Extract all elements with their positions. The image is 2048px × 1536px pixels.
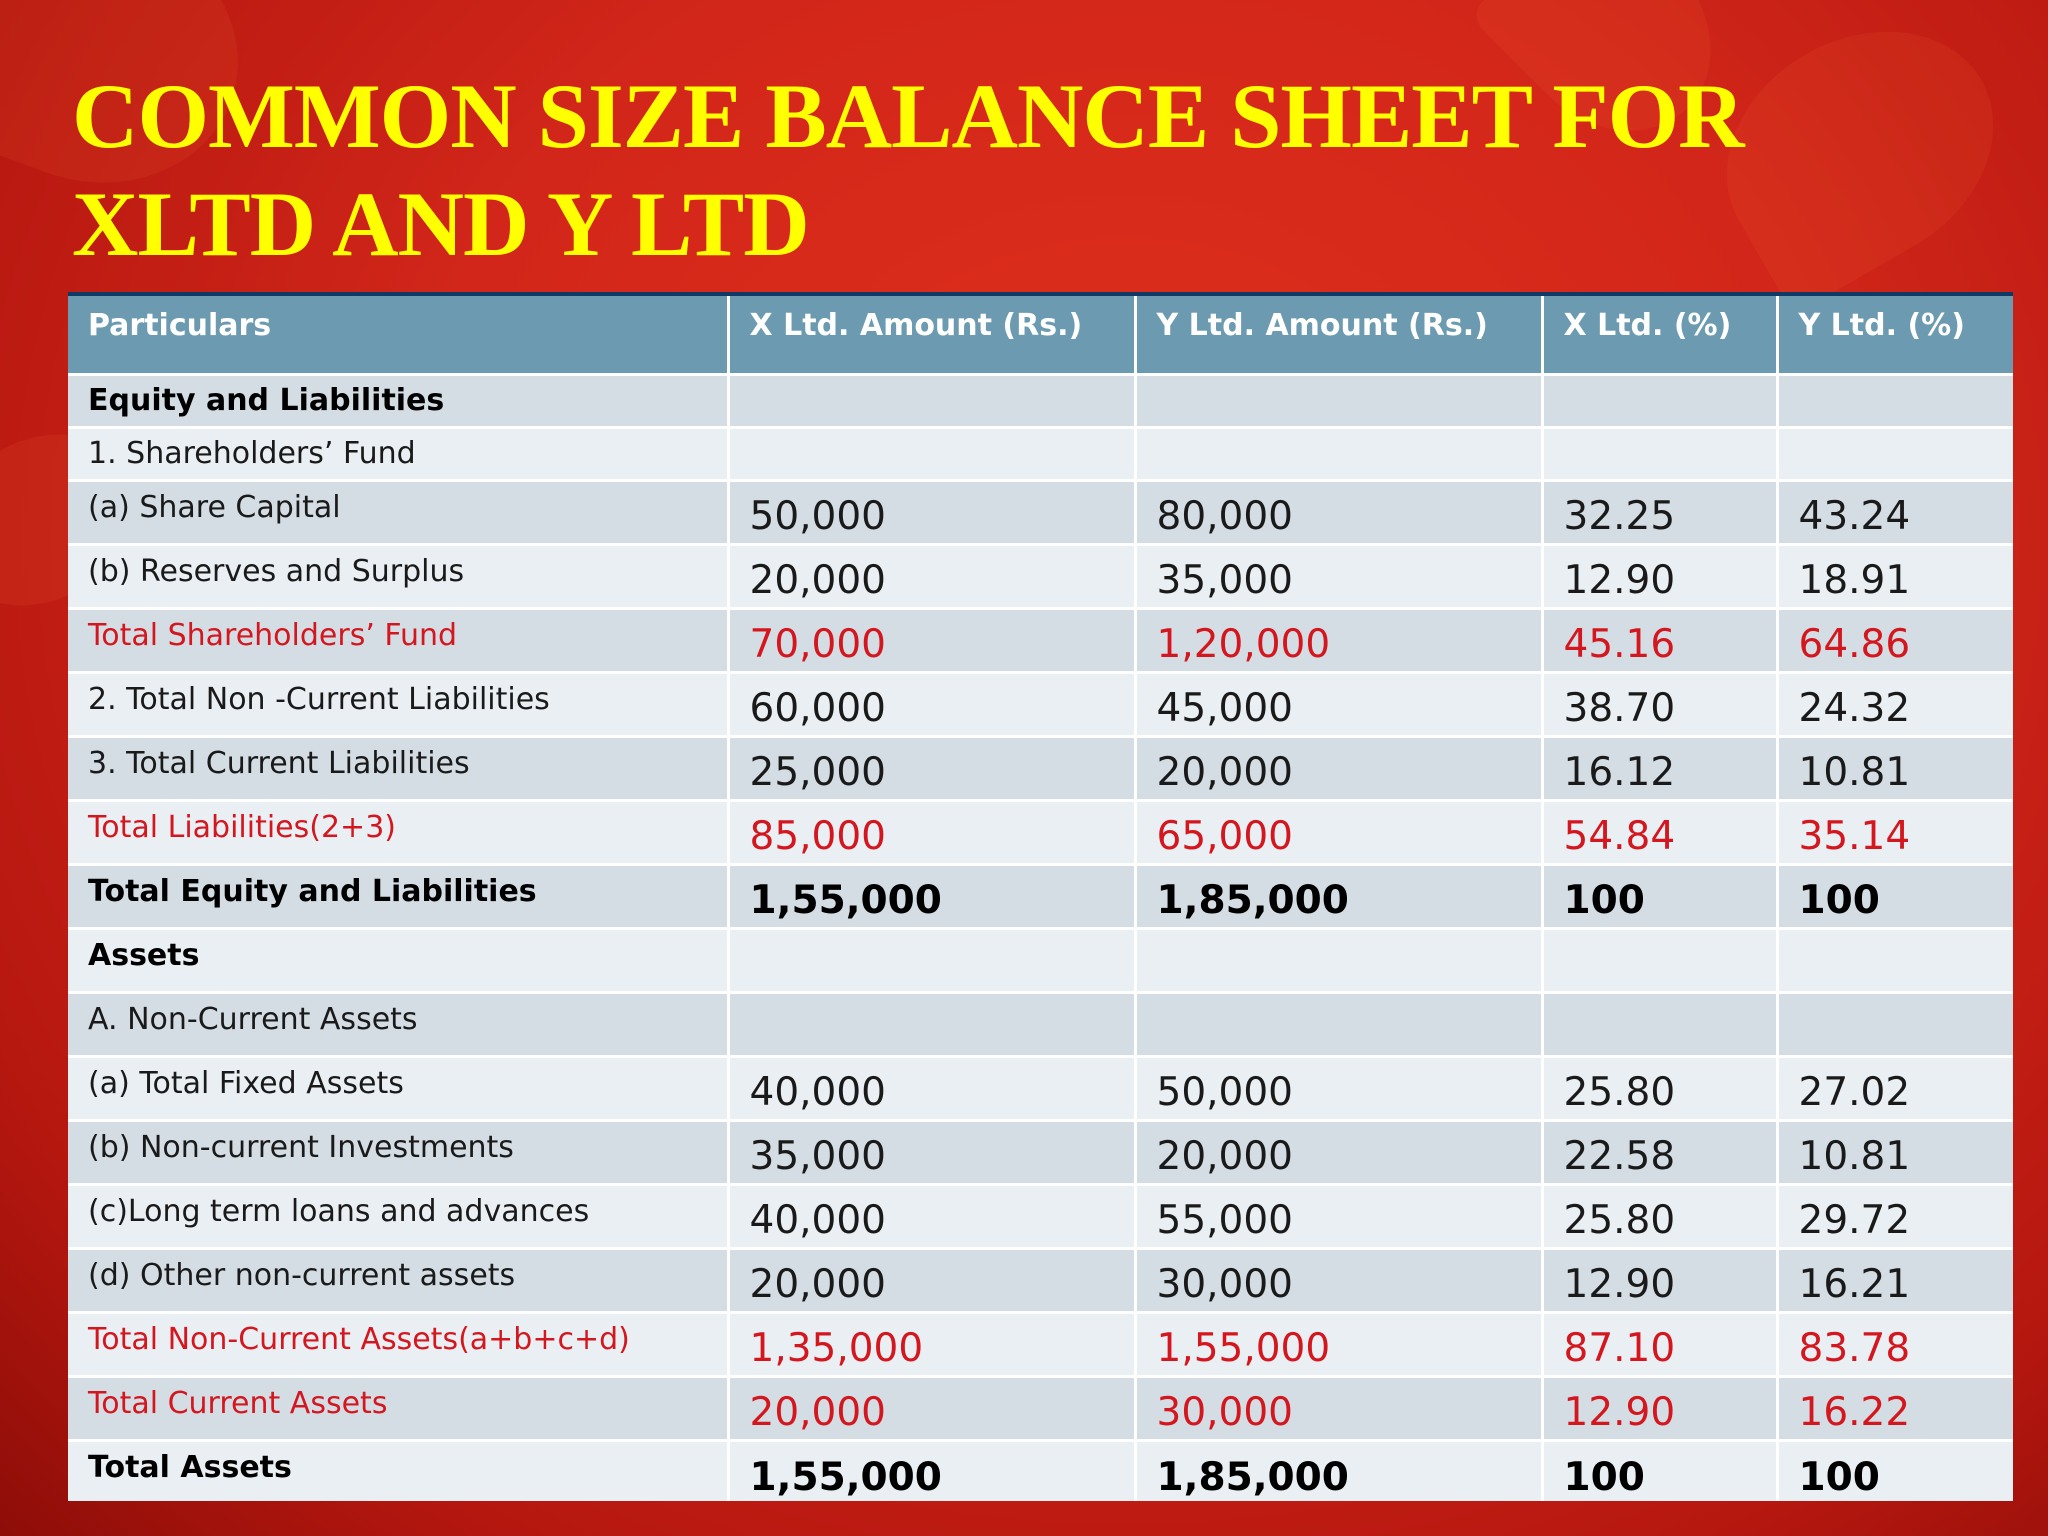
slide-title-line-1: COMMON SIZE BALANCE SHEET FOR — [72, 65, 1744, 167]
y-ltd-percent-cell: 100 — [1777, 1440, 2013, 1501]
y-ltd-amount-cell: 45,000 — [1135, 672, 1542, 736]
table-row-grand-total — [68, 864, 2013, 928]
x-ltd-amount-cell: 25,000 — [728, 736, 1135, 800]
x-ltd-percent-cell: 12.90 — [1542, 1376, 1777, 1440]
table-row-subsection-non-current-assets — [68, 992, 2013, 1056]
x-ltd-amount-cell: 1,35,000 — [728, 1312, 1135, 1376]
x-ltd-percent-cell: 100 — [1542, 1440, 1777, 1501]
y-ltd-amount-cell: 1,20,000 — [1135, 608, 1542, 672]
y-ltd-percent-cell: 29.72 — [1777, 1184, 2013, 1248]
y-ltd-amount-cell: 1,85,000 — [1135, 1440, 1542, 1501]
y-ltd-amount-cell: 55,000 — [1135, 1184, 1542, 1248]
row-label: Total Non-Current Assets(a+b+c+d) — [68, 1312, 728, 1376]
x-ltd-amount-cell: 40,000 — [728, 1184, 1135, 1248]
x-ltd-amount-cell — [728, 374, 1135, 427]
row-label: 2. Total Non -Current Liabilities — [68, 672, 728, 736]
table-row-total — [68, 800, 2013, 864]
y-ltd-amount-cell: 35,000 — [1135, 544, 1542, 608]
x-ltd-amount-cell — [728, 992, 1135, 1056]
table-row-total — [68, 1312, 2013, 1376]
table-row-section-equity-liabilities — [68, 374, 2013, 427]
table-row — [68, 672, 2013, 736]
row-label: Assets — [68, 928, 728, 992]
x-ltd-amount-cell: 20,000 — [728, 1248, 1135, 1312]
y-ltd-amount-cell — [1135, 992, 1542, 1056]
x-ltd-percent-cell: 16.12 — [1542, 736, 1777, 800]
y-ltd-percent-cell: 10.81 — [1777, 1120, 2013, 1184]
y-ltd-percent-cell: 16.22 — [1777, 1376, 2013, 1440]
table-row — [68, 1248, 2013, 1312]
table-row — [68, 1184, 2013, 1248]
y-ltd-percent-cell: 10.81 — [1777, 736, 2013, 800]
table-header-row — [68, 296, 2013, 374]
row-label: (b) Non-current Investments — [68, 1120, 728, 1184]
x-ltd-amount-cell — [728, 427, 1135, 480]
x-ltd-percent-cell: 54.84 — [1542, 800, 1777, 864]
x-ltd-amount-cell: 1,55,000 — [728, 864, 1135, 928]
row-label: (a) Total Fixed Assets — [68, 1056, 728, 1120]
x-ltd-percent-cell — [1542, 427, 1777, 480]
x-ltd-percent-cell: 25.80 — [1542, 1184, 1777, 1248]
x-ltd-percent-cell — [1542, 374, 1777, 427]
x-ltd-percent-cell: 38.70 — [1542, 672, 1777, 736]
row-label: Total Current Assets — [68, 1376, 728, 1440]
row-label: (c)Long term loans and advances — [68, 1184, 728, 1248]
row-label: 3. Total Current Liabilities — [68, 736, 728, 800]
x-ltd-amount-cell: 60,000 — [728, 672, 1135, 736]
y-ltd-amount-cell: 50,000 — [1135, 1056, 1542, 1120]
x-ltd-amount-cell: 40,000 — [728, 1056, 1135, 1120]
row-label: 1. Shareholders’ Fund — [68, 427, 728, 480]
row-label: Total Equity and Liabilities — [68, 864, 728, 928]
x-ltd-percent-cell: 100 — [1542, 864, 1777, 928]
row-label: (d) Other non-current assets — [68, 1248, 728, 1312]
y-ltd-amount-cell: 65,000 — [1135, 800, 1542, 864]
header-y-ltd-amount: Y Ltd. Amount (Rs.) — [1135, 296, 1542, 374]
table-row-grand-total — [68, 1440, 2013, 1501]
x-ltd-amount-cell: 85,000 — [728, 800, 1135, 864]
x-ltd-percent-cell: 45.16 — [1542, 608, 1777, 672]
table-row — [68, 480, 2013, 544]
x-ltd-amount-cell: 20,000 — [728, 1376, 1135, 1440]
y-ltd-percent-cell: 100 — [1777, 864, 2013, 928]
balance-sheet-table-container — [68, 292, 2013, 1501]
y-ltd-amount-cell — [1135, 374, 1542, 427]
x-ltd-percent-cell — [1542, 992, 1777, 1056]
y-ltd-percent-cell: 43.24 — [1777, 480, 2013, 544]
table-row — [68, 1120, 2013, 1184]
x-ltd-percent-cell: 25.80 — [1542, 1056, 1777, 1120]
table-row — [68, 1056, 2013, 1120]
y-ltd-amount-cell: 20,000 — [1135, 1120, 1542, 1184]
x-ltd-percent-cell: 12.90 — [1542, 544, 1777, 608]
table-row — [68, 544, 2013, 608]
x-ltd-percent-cell: 87.10 — [1542, 1312, 1777, 1376]
table-row-total — [68, 608, 2013, 672]
y-ltd-amount-cell — [1135, 928, 1542, 992]
y-ltd-percent-cell — [1777, 374, 2013, 427]
x-ltd-percent-cell — [1542, 928, 1777, 992]
header-y-ltd-percent: Y Ltd. (%) — [1777, 296, 2013, 374]
x-ltd-amount-cell: 20,000 — [728, 544, 1135, 608]
y-ltd-amount-cell: 30,000 — [1135, 1376, 1542, 1440]
header-x-ltd-percent: X Ltd. (%) — [1542, 296, 1777, 374]
table-row — [68, 736, 2013, 800]
y-ltd-percent-cell: 83.78 — [1777, 1312, 2013, 1376]
y-ltd-amount-cell: 80,000 — [1135, 480, 1542, 544]
table-row-subsection-shareholders-fund — [68, 427, 2013, 480]
y-ltd-percent-cell: 27.02 — [1777, 1056, 2013, 1120]
x-ltd-amount-cell: 50,000 — [728, 480, 1135, 544]
row-label: Total Shareholders’ Fund — [68, 608, 728, 672]
row-label: (a) Share Capital — [68, 480, 728, 544]
y-ltd-percent-cell: 24.32 — [1777, 672, 2013, 736]
y-ltd-percent-cell: 35.14 — [1777, 800, 2013, 864]
y-ltd-percent-cell — [1777, 427, 2013, 480]
row-label: Total Assets — [68, 1440, 728, 1501]
y-ltd-percent-cell: 64.86 — [1777, 608, 2013, 672]
y-ltd-amount-cell — [1135, 427, 1542, 480]
slide-title-line-2: XLTD AND Y LTD — [72, 173, 809, 275]
x-ltd-percent-cell: 12.90 — [1542, 1248, 1777, 1312]
y-ltd-amount-cell: 30,000 — [1135, 1248, 1542, 1312]
x-ltd-amount-cell: 35,000 — [728, 1120, 1135, 1184]
y-ltd-amount-cell: 20,000 — [1135, 736, 1542, 800]
table-row-total — [68, 1376, 2013, 1440]
common-size-balance-sheet-table — [68, 296, 2013, 1501]
header-x-ltd-amount: X Ltd. Amount (Rs.) — [728, 296, 1135, 374]
y-ltd-amount-cell: 1,55,000 — [1135, 1312, 1542, 1376]
x-ltd-amount-cell: 70,000 — [728, 608, 1135, 672]
y-ltd-percent-cell — [1777, 992, 2013, 1056]
x-ltd-percent-cell: 32.25 — [1542, 480, 1777, 544]
y-ltd-amount-cell: 1,85,000 — [1135, 864, 1542, 928]
row-label: (b) Reserves and Surplus — [68, 544, 728, 608]
y-ltd-percent-cell: 16.21 — [1777, 1248, 2013, 1312]
row-label: Total Liabilities(2+3) — [68, 800, 728, 864]
y-ltd-percent-cell — [1777, 928, 2013, 992]
y-ltd-percent-cell: 18.91 — [1777, 544, 2013, 608]
row-label: A. Non-Current Assets — [68, 992, 728, 1056]
header-particulars: Particulars — [68, 296, 728, 374]
x-ltd-amount-cell — [728, 928, 1135, 992]
table-row-section-assets — [68, 928, 2013, 992]
row-label: Equity and Liabilities — [68, 374, 728, 427]
x-ltd-percent-cell: 22.58 — [1542, 1120, 1777, 1184]
slide-title — [72, 62, 1972, 278]
x-ltd-amount-cell: 1,55,000 — [728, 1440, 1135, 1501]
